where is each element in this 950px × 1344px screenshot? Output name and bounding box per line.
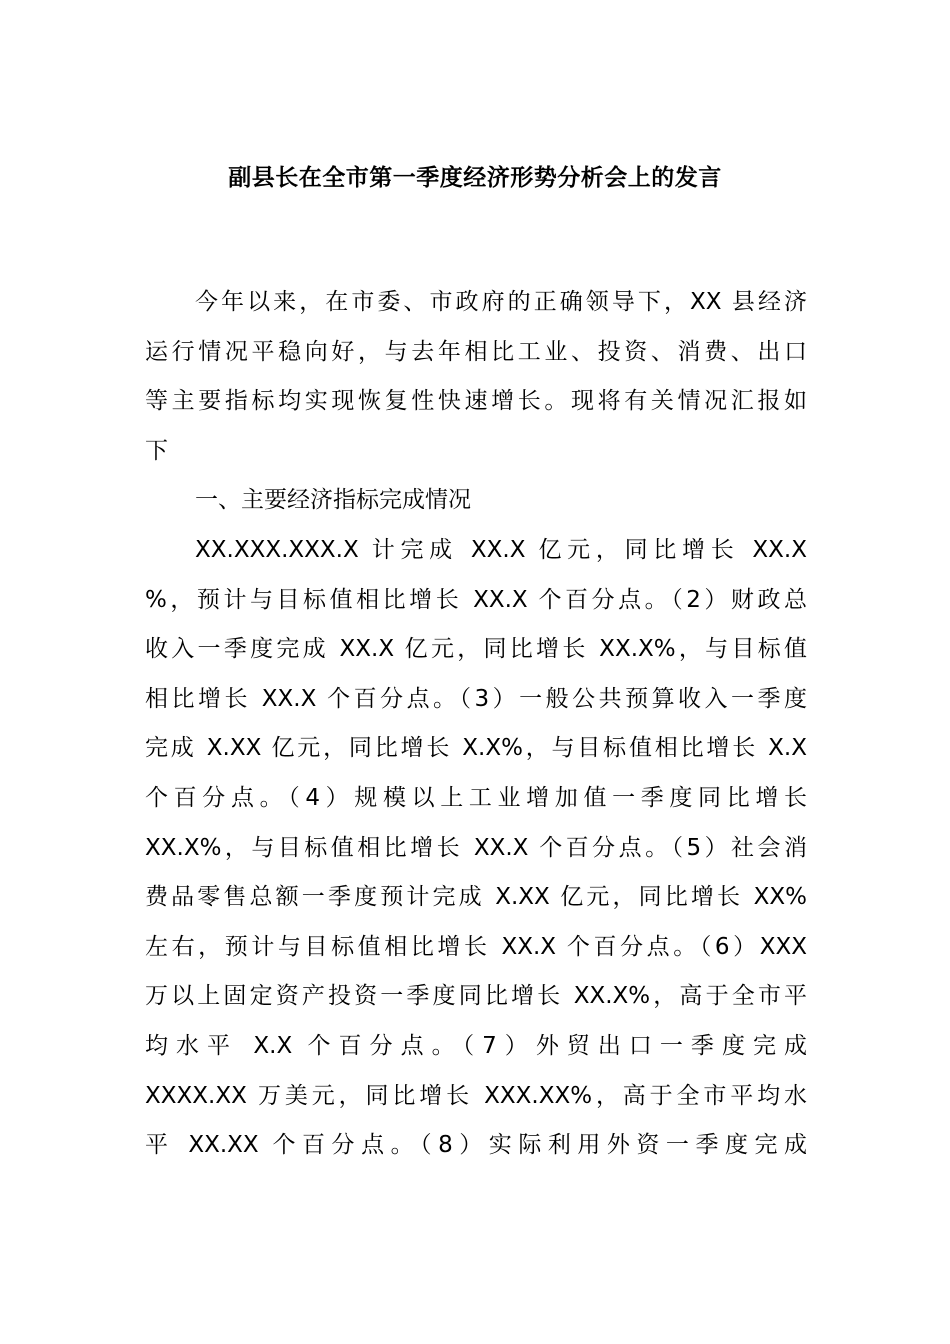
paragraph-line: 平 XX.XX 个百分点。（8）实际利用外资一季度完成: [145, 1132, 807, 1159]
document-body: [145, 278, 807, 1171]
paragraph-line: 均水平 X.X 个百分点。（7）外贸出口一季度完成: [145, 1032, 807, 1059]
paragraph-line: 今年以来，在市委、市政府的正确领导下，XX 县经济: [195, 289, 807, 315]
paragraph-line: 费品零售总额一季度预计完成 X.XX 亿元，同比增长 XX%: [145, 884, 807, 911]
paragraph-line: XX.XXX.XXX.X 计完成 XX.X 亿元，同比增长 XX.X: [195, 536, 807, 563]
section-heading: 一、主要经济指标完成情况: [195, 487, 471, 514]
paragraph-line: XXXX.XX 万美元，同比增长 XXX.XX%，高于全市平均水: [145, 1082, 807, 1109]
paragraph-line: 收入一季度完成 XX.X 亿元，同比增长 XX.X%，与目标值: [145, 636, 807, 663]
paragraph-line: 个百分点。（4）规模以上工业增加值一季度同比增长: [145, 784, 807, 811]
paragraph-line: 相比增长 XX.X 个百分点。（3）一般公共预算收入一季度: [145, 685, 807, 712]
paragraph-line: 下: [145, 437, 168, 464]
paragraph-line: 运行情况平稳向好，与去年相比工业、投资、消费、出口: [145, 338, 807, 365]
paragraph-line: 完成 X.XX 亿元，同比增长 X.X%，与目标值相比增长 X.X: [145, 735, 807, 762]
paragraph-line: 等主要指标均实现恢复性快速增长。现将有关情况汇报如: [145, 388, 807, 415]
paragraph-line: %，预计与目标值相比增长 XX.X 个百分点。（2）财政总: [145, 586, 807, 613]
document-title: 副县长在全市第一季度经济形势分析会上的发言: [228, 165, 722, 191]
paragraph-line: 万以上固定资产投资一季度同比增长 XX.X%，高于全市平: [145, 983, 807, 1010]
paragraph-line: 左右，预计与目标值相比增长 XX.X 个百分点。（6）XXX: [145, 933, 807, 960]
paragraph-line: XX.X%，与目标值相比增长 XX.X 个百分点。（5）社会消: [145, 834, 807, 861]
